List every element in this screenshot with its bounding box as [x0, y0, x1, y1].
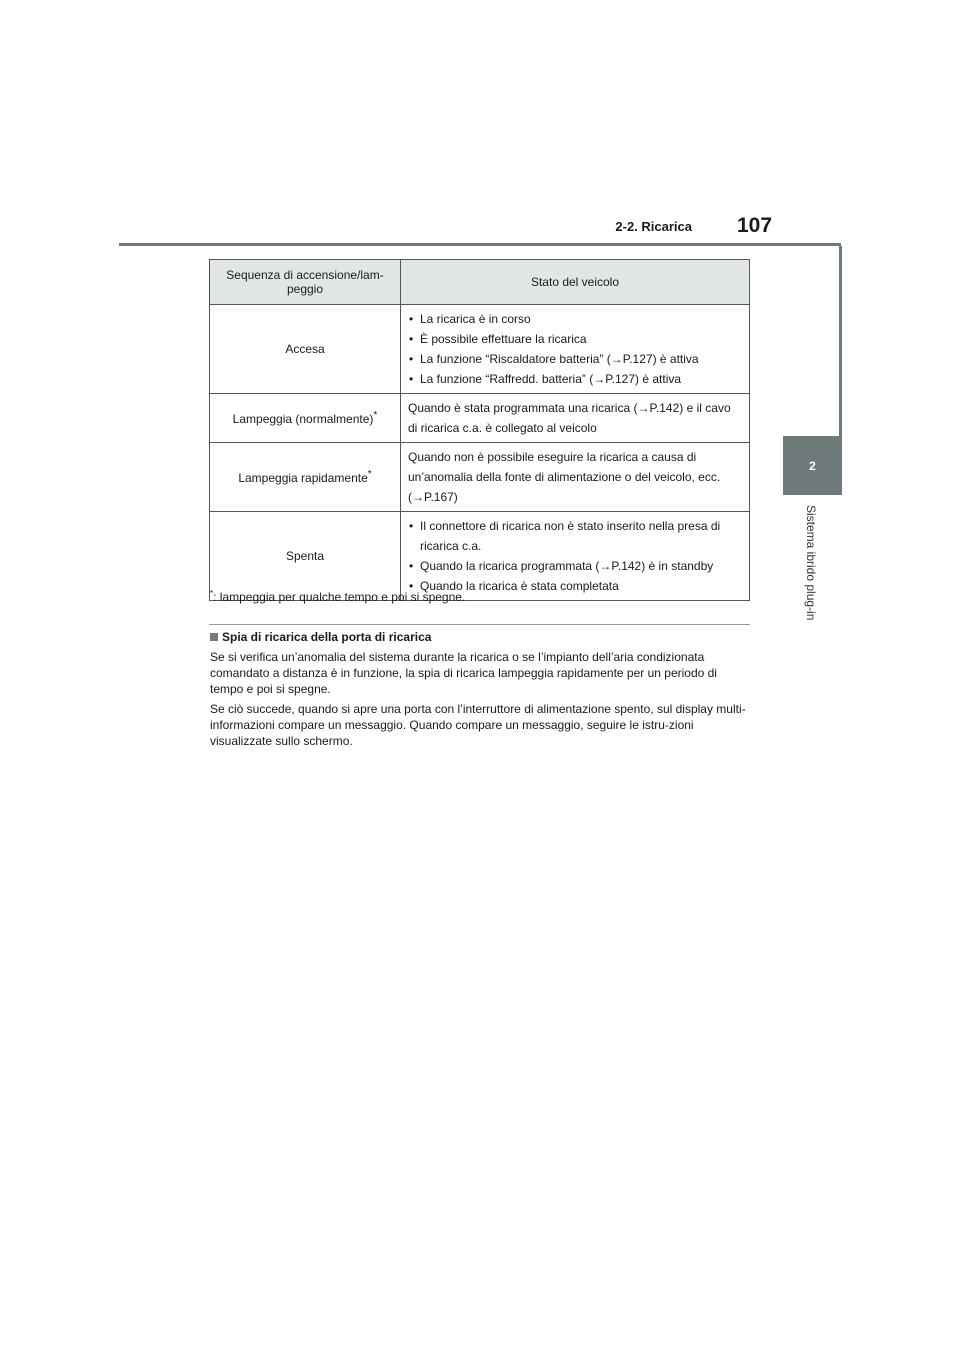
- page-number: 107: [737, 214, 773, 237]
- list-item: • Quando la ricarica è stata completata: [408, 576, 743, 596]
- body-paragraph: Se ciò succede, quando si apre una porta con l’interruttore di alimentazione spento, sul display multi-informazioni compare un messaggio. Quando compare un messaggio, seguire le istru-zioni visualizzate sullo schermo.: [210, 702, 746, 748]
- footnote: [210, 589, 465, 604]
- table-row: [210, 305, 750, 394]
- section-heading: Spia di ricarica della porta di ricarica: [210, 630, 431, 644]
- status-cell: Quando non è possibile eseguire la ricarica a causa di un’anomalia della fonte di alimentazione o del veicolo, ecc. (→P.167): [401, 443, 750, 512]
- list-item: • La funzione “Raffredd. batteria” (→P.127) è attiva: [408, 369, 743, 389]
- table-row: [210, 394, 750, 443]
- sequence-cell: Spenta: [210, 512, 401, 601]
- list-item: • Quando la ricarica programmata (→P.142) è in standby: [408, 556, 743, 576]
- sequence-cell: Lampeggia rapidamente*: [210, 443, 401, 512]
- header-sequence: Sequenza di accensione/lam-peggio: [210, 260, 401, 305]
- chapter-tab: [783, 436, 842, 495]
- sequence-cell: Accesa: [210, 305, 401, 394]
- list-item: • È possibile effettuare la ricarica: [408, 329, 743, 349]
- square-bullet-icon: [210, 633, 218, 641]
- status-cell: [401, 305, 750, 394]
- section-divider: [209, 624, 750, 625]
- section-title: 2-2. Ricarica: [615, 219, 692, 234]
- list-item: • La ricarica è in corso: [408, 309, 743, 329]
- table-row: [210, 512, 750, 601]
- charging-indicator-table: [209, 259, 750, 601]
- footnote-text: : lampeggia per qualche tempo e poi si spegne.: [213, 590, 466, 604]
- status-cell: [401, 512, 750, 601]
- chapter-label: Sistema ibrido plug-in: [804, 505, 818, 621]
- chapter-number: 2: [809, 458, 816, 473]
- header-divider: [119, 243, 841, 246]
- sequence-cell: Lampeggia (normalmente)*: [210, 394, 401, 443]
- footnote-marker: *: [373, 410, 378, 421]
- list-item: • La funzione “Riscaldatore batteria” (→P.127) è attiva: [408, 349, 743, 369]
- header-status: Stato del veicolo: [401, 260, 750, 305]
- footnote-marker: *: [210, 589, 214, 598]
- body-paragraph: Se si verifica un’anomalia del sistema durante la ricarica o se l’impianto dell’aria condizionata comandato a distanza è in funzione, la spia di ricarica lampeggia rapidamente per un periodo di tempo e poi si spegne.: [210, 650, 717, 696]
- footnote-marker: *: [367, 469, 372, 480]
- list-item: • Il connettore di ricarica non è stato inserito nella presa di ricarica c.a.: [408, 516, 743, 556]
- side-tab-strip: [839, 246, 842, 436]
- status-cell: Quando è stata programmata una ricarica (→P.142) e il cavo di ricarica c.a. è collegato al veicolo: [401, 394, 750, 443]
- table-header-row: [210, 260, 750, 305]
- table-row: [210, 443, 750, 512]
